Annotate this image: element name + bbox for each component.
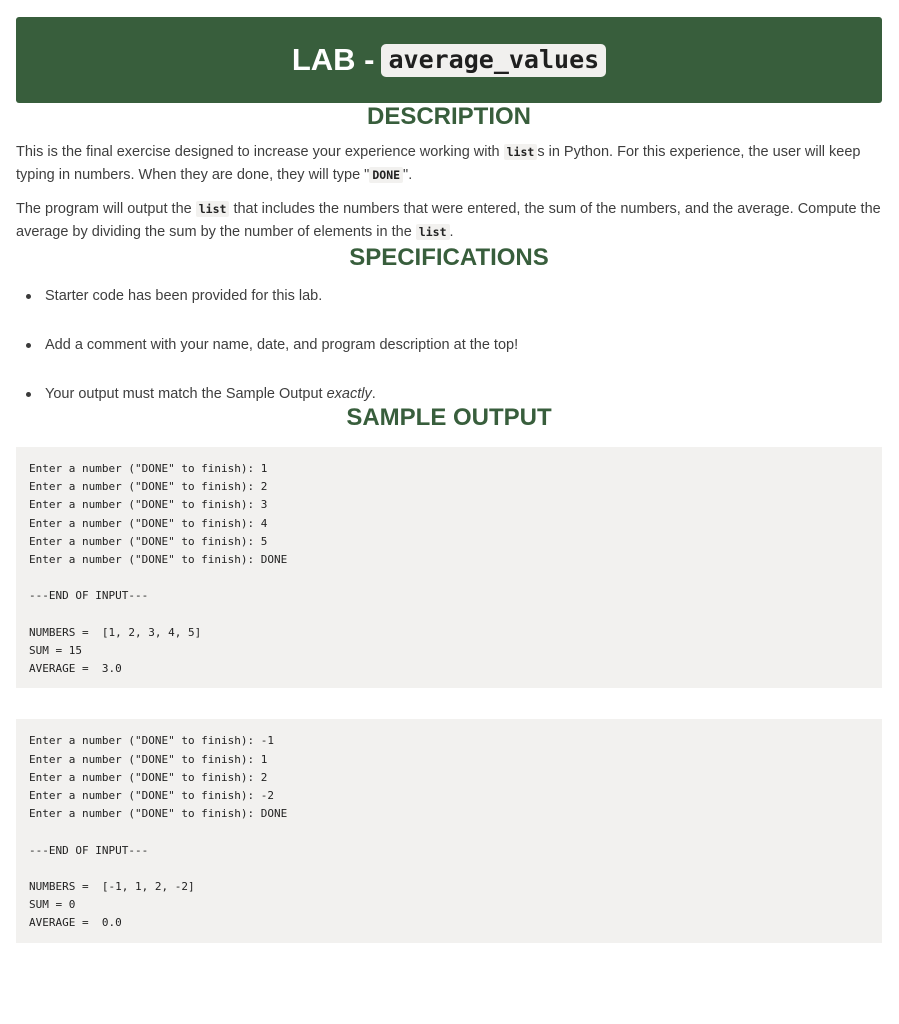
description-paragraph-2 — [16, 198, 882, 244]
spec-item — [16, 384, 882, 404]
description-p2-text-c: . — [449, 224, 454, 240]
page-title — [292, 42, 606, 78]
spec-item-text-end: . — [371, 386, 376, 402]
description-p2-text-b: that includes the numbers that were entered, the sum of the numbers, and the average. Compute the average by dividing the sum by the number of elements in the — [16, 201, 881, 240]
inline-code-list: list — [196, 201, 230, 217]
description-p1-text-c: ". — [403, 167, 413, 183]
description-p1-text-a: This is the final exercise designed to increase your experience working with — [16, 144, 504, 160]
sample-output-heading: SAMPLE OUTPUT — [346, 404, 552, 431]
sample-output-block-1: Enter a number ("DONE" to finish): 1 Enter a number ("DONE" to finish): 2 Enter a number ("DONE" to finish): 3 Enter a number ("DONE" to finish): 4 Enter a number ("DONE" to finish): 5 Enter a number ("DONE" to finish): DONE ---END OF INPUT--- NUMBERS = [1, 2, 3, 4, 5] SUM = 15 AVERAGE = 3.0 — [16, 447, 882, 688]
description-p1-text-b: s in Python. For this experience, the user will keep typing in numbers. When they are done, they will type " — [16, 144, 861, 183]
spec-item-text: Your output must match the Sample Output — [45, 386, 327, 402]
title-banner — [16, 17, 882, 103]
inline-code-list: list — [416, 224, 450, 240]
description-heading: DESCRIPTION — [366, 103, 531, 130]
inline-code-done: DONE — [369, 167, 403, 183]
spec-item: Starter code has been provided for this lab. — [16, 286, 882, 306]
specifications-list — [16, 286, 882, 404]
page-title-prefix: LAB - — [291, 42, 375, 77]
spec-item-emphasis: exactly — [326, 386, 372, 402]
inline-code-list: list — [504, 144, 538, 160]
spec-item: Add a comment with your name, date, and program description at the top! — [16, 335, 882, 355]
sample-output-block-2: Enter a number ("DONE" to finish): -1 Enter a number ("DONE" to finish): 1 Enter a number ("DONE" to finish): 2 Enter a number ("DONE" to finish): -2 Enter a number ("DONE" to finish): DONE ---END OF INPUT--- NUMBERS = [-1, 1, 2, -2] SUM = 0 AVERAGE = 0.0 — [16, 719, 882, 942]
specifications-heading: SPECIFICATIONS — [349, 244, 549, 271]
description-p2-text-a: The program will output the — [16, 201, 196, 217]
description-paragraph-1 — [16, 141, 882, 187]
page-title-code: average_values — [381, 44, 606, 77]
